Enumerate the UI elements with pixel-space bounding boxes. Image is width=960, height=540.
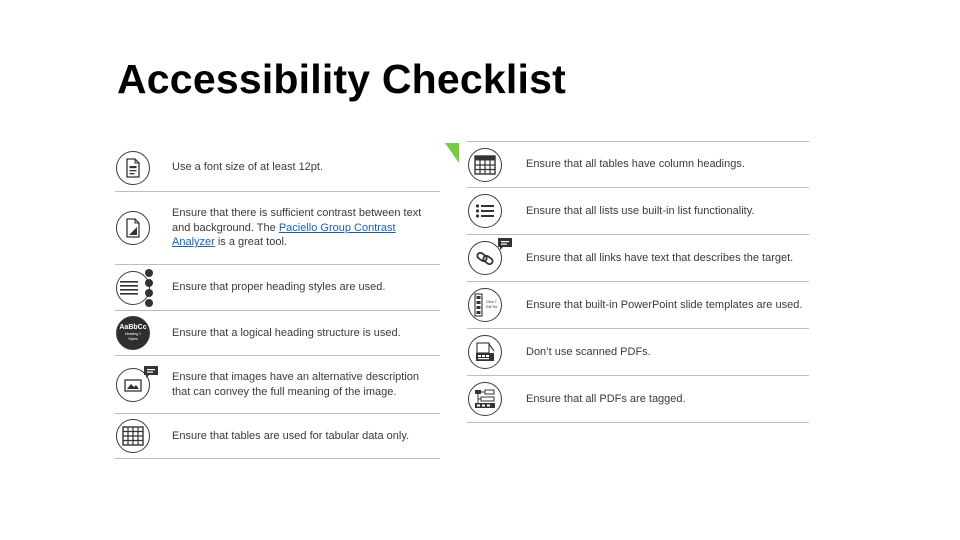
slide-template-icon: [468, 288, 502, 322]
heading-structure-icon: [116, 316, 150, 350]
list-item: [467, 282, 809, 329]
scanned-pdf-icon: [468, 335, 502, 369]
item-text-part: is a great tool.: [214, 236, 287, 249]
icon-label: Click T: [486, 300, 497, 304]
icon-label: Heading 1: [125, 332, 141, 336]
list-item: [467, 376, 809, 423]
tagged-pdf-icon: [468, 382, 502, 416]
list-item: [115, 192, 440, 265]
contrast-analyzer-link[interactable]: Paciello Group Contrast Analyzer: [172, 221, 396, 249]
heading-styles-icon: [116, 271, 150, 305]
list-item: [115, 414, 440, 459]
item-text: Ensure that all PDFs are tagged.: [526, 392, 686, 405]
item-text: Ensure that a logical heading structure is used.: [172, 326, 401, 339]
right-checklist: [467, 141, 809, 423]
item-text: Don’t use scanned PDFs.: [526, 345, 651, 358]
item-text: Use a font size of at least 12pt.: [172, 161, 324, 174]
contrast-icon: [116, 211, 150, 245]
table-grid-icon: [116, 419, 150, 453]
item-text: Ensure that proper heading styles are used.: [172, 281, 386, 294]
item-text: Ensure that images have an alternative description that can convey the full meaning of the image.: [172, 371, 420, 398]
item-text: [172, 206, 432, 249]
list-item: [467, 329, 809, 376]
page-title: Accessibility Checklist: [117, 56, 566, 102]
link-comment-icon: [468, 241, 502, 275]
item-text: Ensure that tables are used for tabular data only.: [172, 429, 410, 442]
list-item: [115, 356, 440, 414]
document-icon: [116, 151, 150, 185]
list-item: [467, 188, 809, 235]
list-item: [467, 235, 809, 282]
list-item: [115, 311, 440, 356]
item-text: Ensure that all links have text that describes the target.: [526, 251, 794, 264]
list-item: [467, 141, 809, 188]
table-headings-icon: [468, 148, 502, 182]
item-text-part: Ensure that there is sufficient contrast between text and background. The: [172, 207, 422, 234]
icon-label: AaBbCc: [119, 324, 147, 331]
item-text: Ensure that all tables have column headings.: [526, 158, 745, 171]
icon-label: Edit Tex: [486, 305, 498, 309]
icon-label: Styles: [128, 337, 138, 341]
item-text: Ensure that built-in PowerPoint slide templates are used.: [526, 298, 803, 311]
item-text: Ensure that all lists use built-in list functionality.: [526, 204, 755, 217]
list-item: [115, 144, 440, 192]
list-item: [115, 265, 440, 311]
left-checklist: [115, 144, 440, 459]
list-icon: [468, 194, 502, 228]
image-comment-icon: [116, 368, 150, 402]
accent-corner-icon: [445, 143, 459, 163]
